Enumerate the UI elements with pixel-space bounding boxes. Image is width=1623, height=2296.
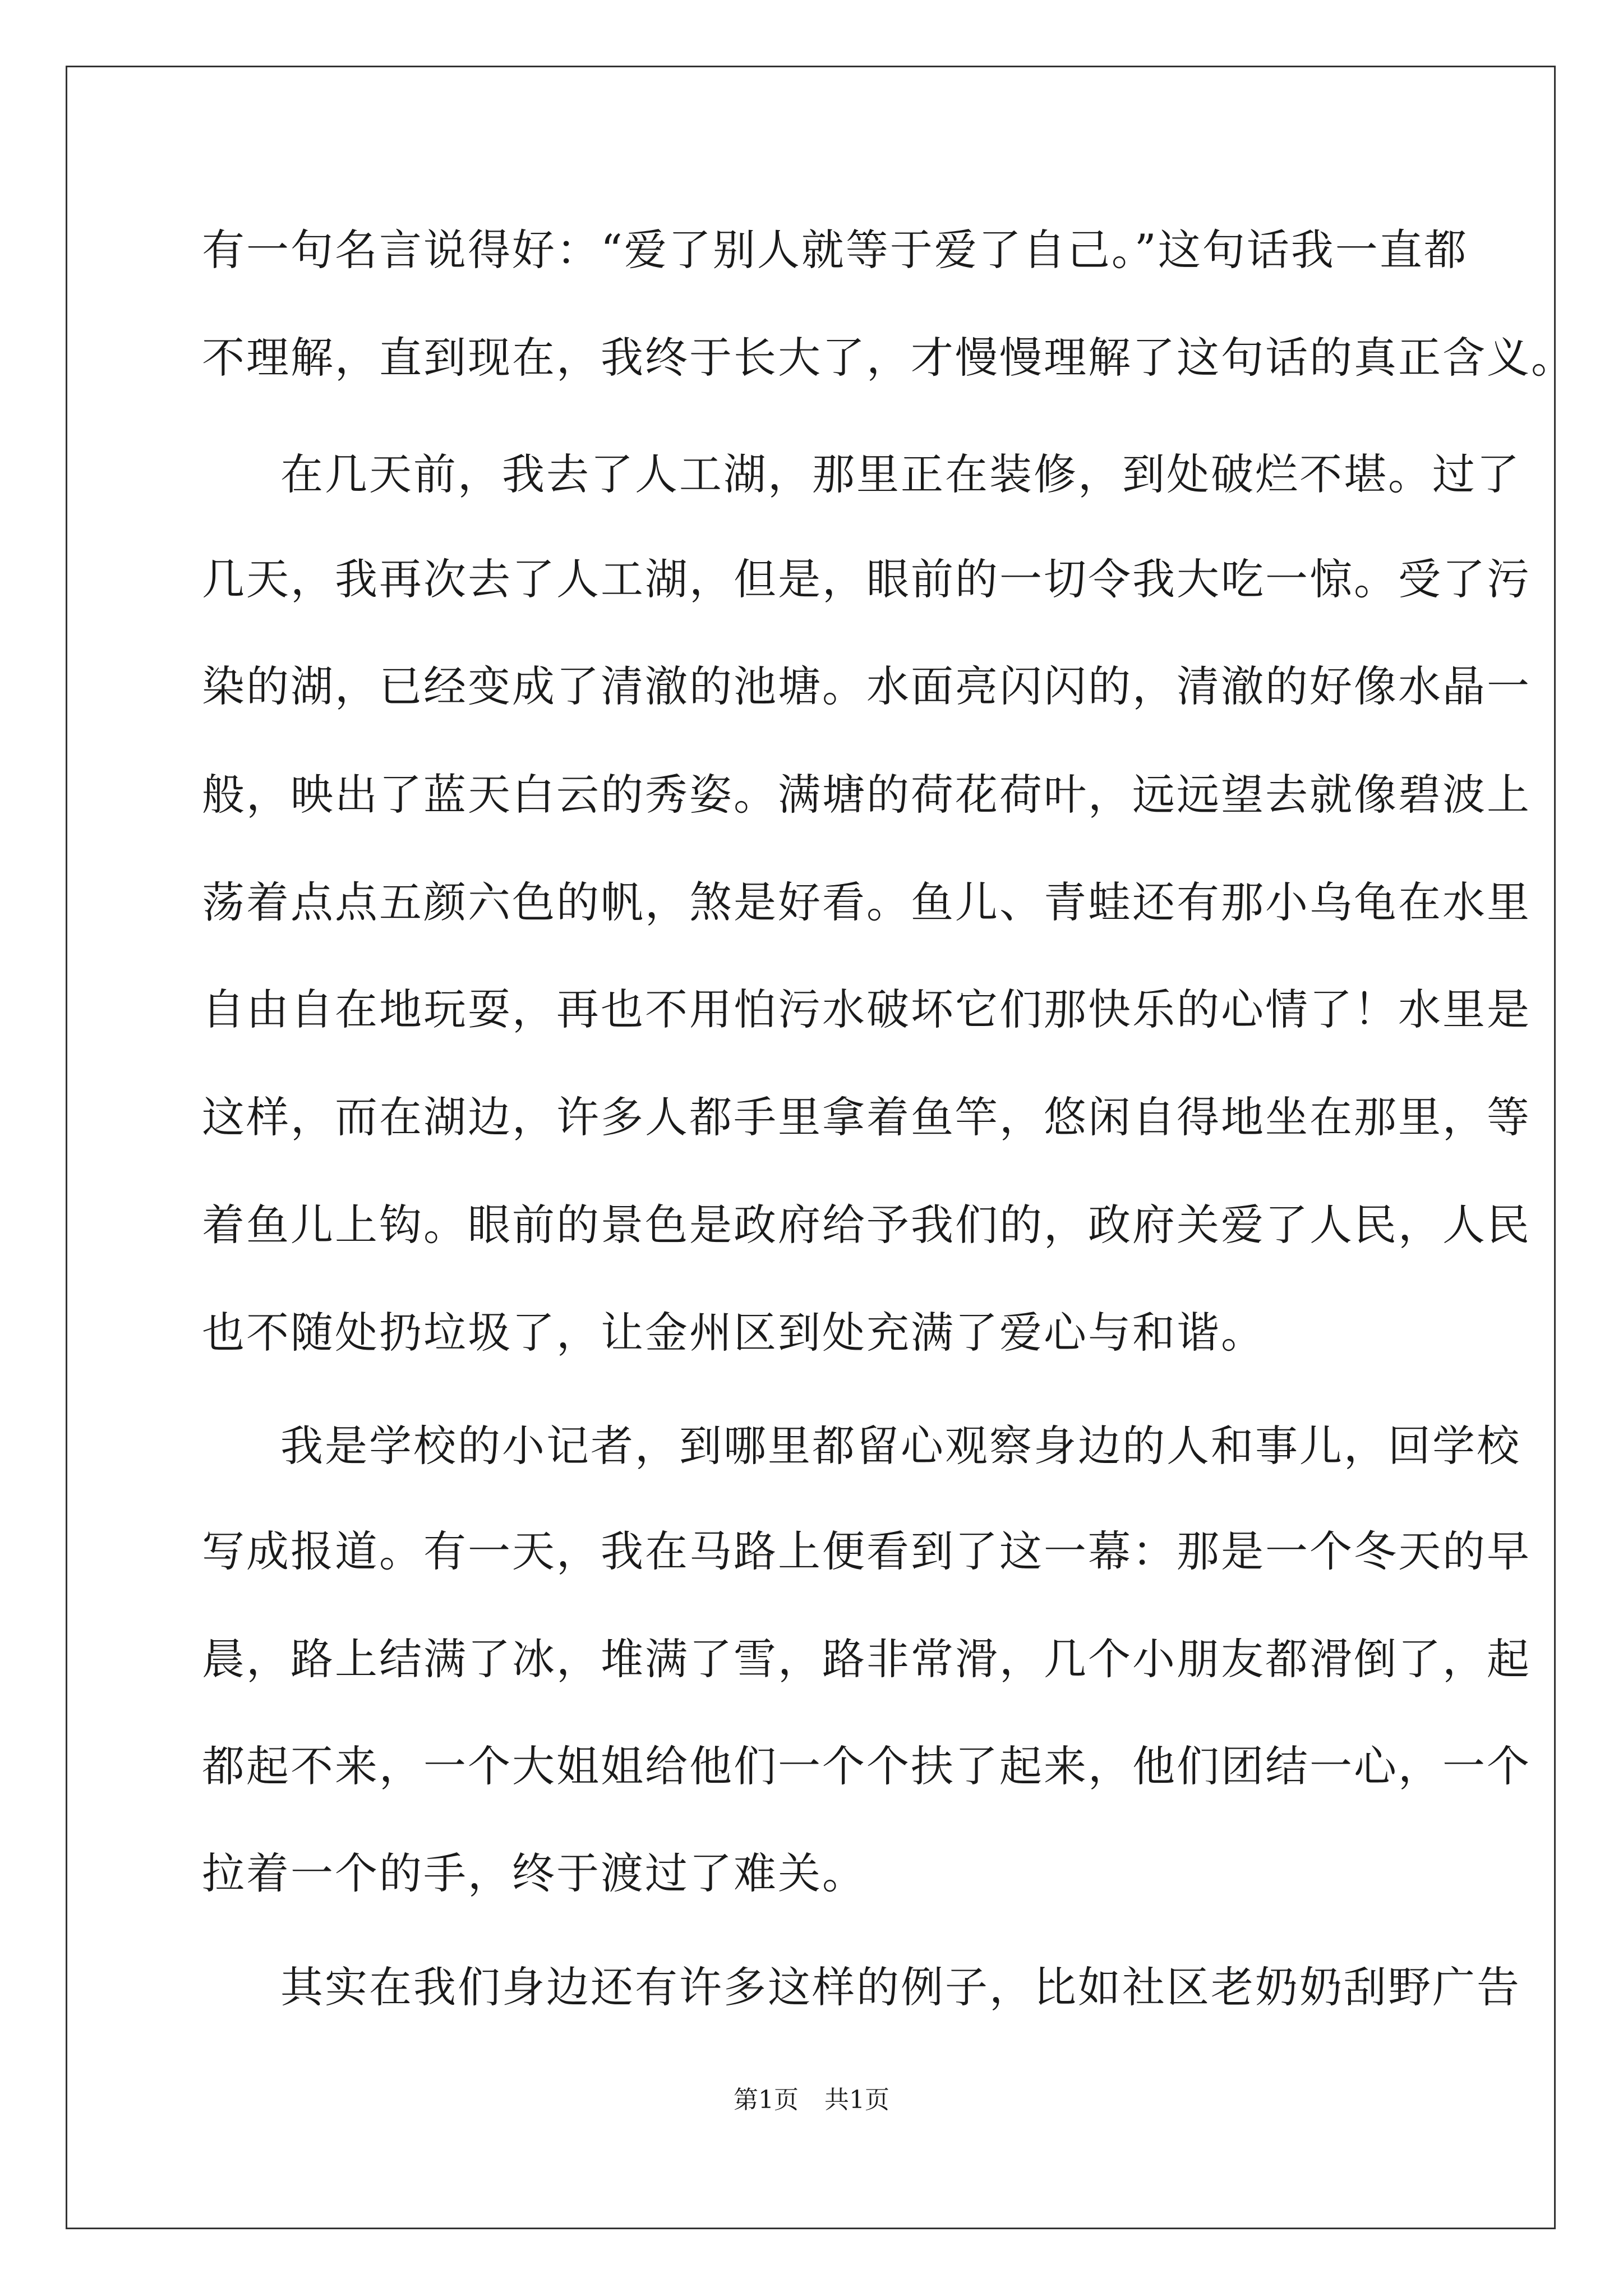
paragraph-first-line: 其实在我们身边还有许多这样的例子，比如社区老奶奶刮野广告 — [280, 1962, 1521, 2012]
page-footer — [0, 2088, 1623, 2113]
page-number-total: 共1页 — [824, 2086, 889, 2114]
text-line: 着鱼儿上钩。眼前的景色是政府给予我们的，政府关爱了人民，人民 — [202, 1200, 1531, 1250]
text-line: 写成报道。有一天，我在马路上便看到了这一幕：那是一个冬天的早 — [202, 1526, 1531, 1576]
text-line: 晨，路上结满了冰，堆满了雪，路非常滑，几个小朋友都滑倒了，起 — [202, 1634, 1531, 1684]
page-border — [66, 66, 1556, 2229]
text-line: 般，映出了蓝天白云的秀姿。满塘的荷花荷叶，远远望去就像碧波上 — [202, 770, 1531, 820]
text-line: 也不随处扔垃圾了，让金州区到处充满了爱心与和谐。 — [202, 1308, 1265, 1358]
paragraph-first-line: 在几天前，我去了人工湖，那里正在装修，到处破烂不堪。过了 — [280, 449, 1521, 499]
text-line: 都起不来，一个大姐姐给他们一个个扶了起来，他们团结一心，一个 — [202, 1741, 1531, 1791]
page-number-current: 第1页 — [734, 2086, 799, 2114]
text-line: 自由自在地玩耍，再也不用怕污水破坏它们那快乐的心情了！水里是 — [202, 984, 1531, 1034]
text-line: 有一句名言说得好：“爱了别人就等于爱了自己。”这句话我一直都 — [202, 225, 1468, 275]
text-line: 染的湖，已经变成了清澈的池塘。水面亮闪闪的，清澈的好像水晶一 — [202, 661, 1531, 711]
text-line: 不理解，直到现在，我终于长大了，才慢慢理解了这句话的真正含义。 — [202, 333, 1575, 383]
text-line: 几天，我再次去了人工湖，但是，眼前的一切令我大吃一惊。受了污 — [202, 554, 1531, 604]
text-line: 这样，而在湖边，许多人都手里拿着鱼竿，悠闲自得地坐在那里，等 — [202, 1092, 1531, 1142]
text-line: 拉着一个的手，终于渡过了难关。 — [202, 1848, 866, 1898]
paragraph-first-line: 我是学校的小记者，到哪里都留心观察身边的人和事儿，回学校 — [280, 1421, 1521, 1471]
text-line: 荡着点点五颜六色的帆，煞是好看。鱼儿、青蛙还有那小乌龟在水里 — [202, 877, 1531, 927]
